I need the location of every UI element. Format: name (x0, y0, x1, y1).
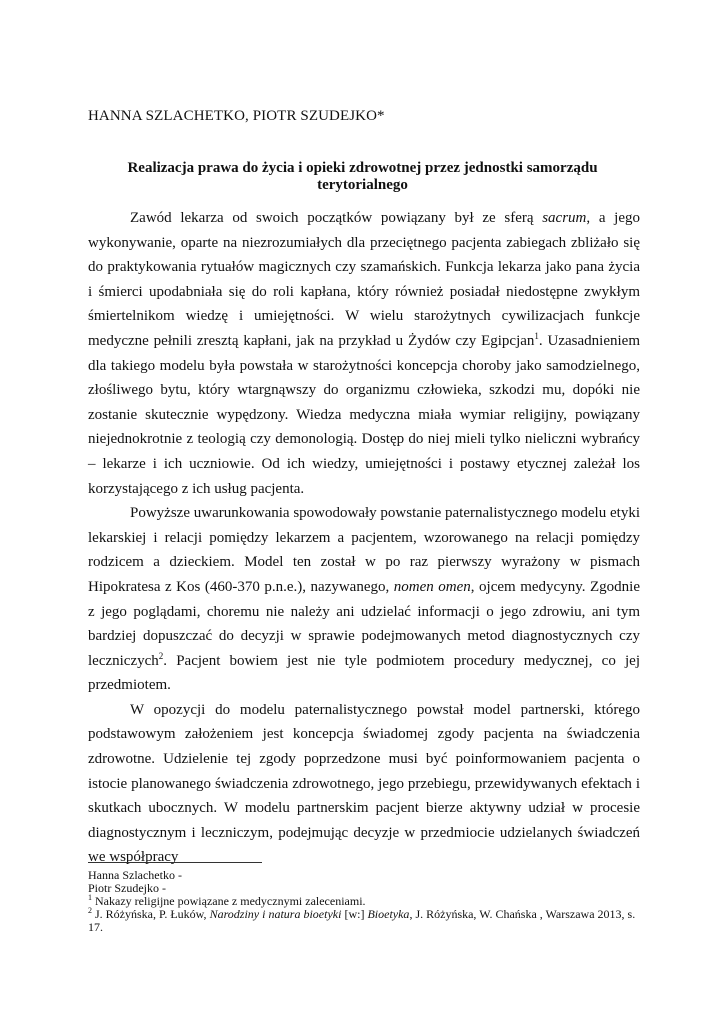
author-line: HANNA SZLACHETKO, PIOTR SZUDEJKO* (88, 108, 385, 124)
paragraph-2 (88, 501, 640, 698)
footnotes-section (88, 869, 640, 934)
paragraph-1-italic-term: sacrum (542, 210, 587, 226)
paragraph-1-text-d: . Uzasadnieniem dla takiego modelu była powstała w starożytności koncepcja choroby jako samodzielnego, złośliwego bytu, który wtargnąwszy do organizmu człowieka, szkodzi mu, dopóki nie zostanie skutecznie wypędzony. Wiedza medyczna miała wymiar religijny, powiązany niejednokrotnie z teologią czy demonologią. Dostęp do niej mieli tylko nieliczni wybrańcy – lekarze i ich uczniowie. Od ich wiedzy, umiejętności i postawy etycznej zależał los korzystającego z ich usług pacjenta. (88, 332, 640, 497)
footnote-divider (88, 862, 262, 863)
paragraph-1 (88, 206, 640, 501)
article-title: Realizacja prawa do życia i opieki zdrowotnej przez jednostki samorządu terytorialnego (127, 160, 598, 193)
footnote-2-number: 2 (88, 906, 92, 915)
footnote-2 (88, 908, 640, 934)
paragraph-3-text-a: W opozycji do modelu paternalistycznego powstał model partnerski, którego podstawowym założeniem jest koncepcja świadomej zgody pacjenta na świadczenia zdrowotne. Udzielenie tej zgody poprzedzone musi być poinformowaniem pacjenta o istocie planowanego świadczenia zdrowotnego, jego przebiegu, przewidywanych efektach i skutkach ubocznych. W modelu partnerskim pacjent bierze aktywny udział w procesie diagnostycznym i leczniczym, podejmując decyzje w przedmiocie udzielanych świadczeń we współpracy (88, 701, 640, 866)
paragraph-3 (88, 698, 640, 870)
footnote-2-text-c: [w:] (341, 907, 368, 921)
paragraph-2-text-d: . Pacjent bowiem jest nie tyle podmiotem procedury medycznej, co jej przedmiotem. (88, 652, 640, 694)
footnote-2-italic-book: Bioetyka (367, 907, 410, 921)
footnote-2-text-a: J. Różyńska, P. Łuków, (92, 907, 210, 921)
footnote-1-text: Nakazy religijne powiązane z medycznymi zaleceniami. (92, 894, 366, 908)
paragraph-1-text-c: , a jego wykonywanie, oparte na niezrozumiałych dla przeciętnego pacjenta zabiegach zbliżało się do praktykowania rytuałów magicznych czy szamańskich. Funkcja lekarza jako pana życia i śmierci upodabniała się do roli kapłana, który również posiadał niedostępne zwykłym śmiertelnikom wiedzę i umiejętności. W wielu starożytnych cywilizacjach funkcje medyczne pełnili zresztą kapłani, jak na przykład u Żydów czy Egipcjan (88, 210, 641, 349)
footnote-author-1: Hanna Szlachetko - (88, 868, 182, 882)
paragraph-2-text-a: Powyższe uwarunkowania spowodowały powstanie paternalistycznego modelu etyki lekarskiej i relacji pomiędzy lekarzem a pacjentem, wzorowanego na relacji pomiędzy rodzicem a dzieckiem. Model ten został w po raz pierwszy wyrażony w pismach Hipokratesa z Kos (460-370 p.n.e.), nazywanego, (88, 505, 640, 595)
footnote-2-text-e: , J. Różyńska, W. Chańska , Warszawa 2013, s. 17. (88, 907, 636, 934)
paragraph-2-text-c: , ojcem medycyny. Zgodnie z jego poglądami, choremu nie należy ani udzielać informacji o jego zdrowiu, ani tym bardziej dopuszczać do decyzji w sprawie podejmowanych metod diagnostycznych czy leczniczych (88, 578, 640, 669)
footnote-author-2: Piotr Szudejko - (88, 881, 166, 895)
footnote-2-italic-title: Narodziny i natura bioetyki (209, 907, 342, 921)
paragraph-2-italic-term: nomen omen (393, 578, 471, 595)
paragraph-1-text-a: Zawód lekarza od swoich początków powiązany był ze sferą (130, 210, 543, 226)
article-body (88, 206, 640, 870)
footnote-ref-1[interactable]: 1 (534, 330, 539, 341)
footnote-1-number: 1 (88, 893, 92, 902)
footnote-ref-2[interactable]: 2 (158, 650, 164, 661)
